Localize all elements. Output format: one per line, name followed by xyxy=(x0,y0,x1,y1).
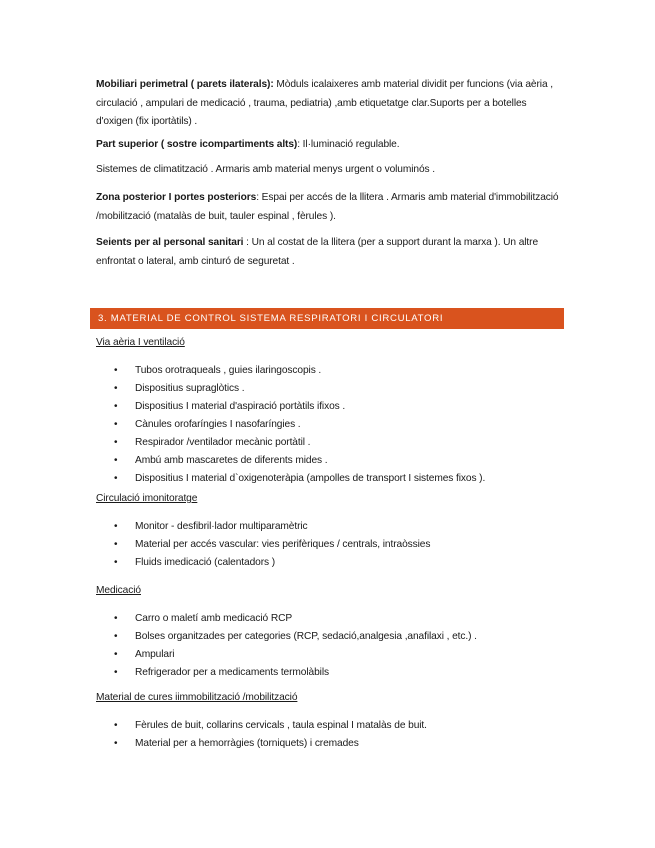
paragraph-bold-lead: Seients per al personal sanitari xyxy=(96,237,244,248)
paragraph-body: : Un al costat de la llitera (per a support durant la marxa ). Un altre enfrontat o lateral, amb cinturó de seguretat . xyxy=(96,237,539,267)
section-banner: 3. MATERIAL DE CONTROL SISTEMA RESPIRATORI I CIRCULATORI xyxy=(90,308,564,329)
bullet-icon: • xyxy=(114,539,118,550)
list-item: • Fèrules de buit, collarins cervicals , taula espinal I matalàs de buit. xyxy=(96,717,566,735)
list-item: • Cànules orofaríngies I nasofaríngies . xyxy=(96,416,566,434)
list-material-cures xyxy=(96,717,566,753)
paragraph-body: : Espai per accés de la llitera . Armaris amb material d'immobilització /mobilització (matalàs de buit, tauler espinal , fèrules ). xyxy=(96,192,559,222)
bullet-icon: • xyxy=(114,401,118,412)
list-item: • Refrigerador per a medicaments termolàbils xyxy=(96,664,566,682)
list-item: • Ampulari xyxy=(96,646,566,664)
subheading-circulacio: Circulació imonitoratge xyxy=(96,493,198,504)
paragraph-part-superior xyxy=(96,136,566,155)
paragraph-zona-posterior xyxy=(96,189,566,226)
bullet-icon: • xyxy=(114,557,118,568)
paragraph-bold-lead: Zona posterior I portes posteriors xyxy=(96,192,257,203)
bullet-icon: • xyxy=(114,613,118,624)
paragraph-body: Sistemes de climatització . Armaris amb material menys urgent o voluminós . xyxy=(96,164,435,175)
paragraph-body: : Il·luminació regulable. xyxy=(297,139,400,150)
paragraph-body: Mòduls icalaixeres amb material dividit per funcions (via aèria , circulació , ampulari de medicació , trauma, pediatria) ,amb etiquetatge clar.Suports per a botelles d'oxigen (fix iportàtils) . xyxy=(96,79,553,127)
list-item: • Material per accés vascular: vies perifèriques / centrals, intraòssies xyxy=(96,536,566,554)
bullet-icon: • xyxy=(114,738,118,749)
list-item: • Dispositius I material d`oxigenoteràpia (ampolles de transport I sistemes fixos ). xyxy=(96,470,566,488)
list-item: • Ambú amb mascaretes de diferents mides . xyxy=(96,452,566,470)
bullet-icon: • xyxy=(114,437,118,448)
bullet-icon: • xyxy=(114,455,118,466)
list-item: • Dispositius I material d'aspiració portàtils ifixos . xyxy=(96,398,566,416)
list-circulacio xyxy=(96,518,566,572)
list-item: • Monitor - desfibril·lador multiparamètric xyxy=(96,518,566,536)
paragraph-bold-lead: Mobiliari perimetral ( parets ilaterals): xyxy=(96,79,274,90)
list-item: • Bolses organitzades per categories (RCP, sedació,analgesia ,anafilaxi , etc.) . xyxy=(96,628,566,646)
paragraph-seients xyxy=(96,234,566,271)
bullet-icon: • xyxy=(114,631,118,642)
subheading-medicacio: Medicació xyxy=(96,585,141,596)
bullet-icon: • xyxy=(114,365,118,376)
list-item: • Respirador /ventilador mecànic portàtil . xyxy=(96,434,566,452)
bullet-icon: • xyxy=(114,649,118,660)
paragraph-bold-lead: Part superior ( sostre icompartiments alts) xyxy=(96,139,298,150)
bullet-icon: • xyxy=(114,521,118,532)
bullet-icon: • xyxy=(114,720,118,731)
list-item: • Tubos orotraqueals , guies ilaringoscopis . xyxy=(96,362,566,380)
list-item: • Carro o maletí amb medicació RCP xyxy=(96,610,566,628)
list-item: • Dispositius supraglòtics . xyxy=(96,380,566,398)
subheading-via-aeria: Via aèria I ventilació xyxy=(96,337,185,348)
subheading-material-cures: Material de cures iimmobilització /mobilització xyxy=(96,692,298,703)
list-item: • Material per a hemorràgies (torniquets) i cremades xyxy=(96,735,566,753)
list-via-aeria xyxy=(96,362,566,488)
bullet-icon: • xyxy=(114,419,118,430)
bullet-icon: • xyxy=(114,473,118,484)
list-medicacio xyxy=(96,610,566,682)
paragraph-climatitzacio xyxy=(96,161,566,180)
list-item: • Fluids imedicació (calentadors ) xyxy=(96,554,566,572)
bullet-icon: • xyxy=(114,383,118,394)
bullet-icon: • xyxy=(114,667,118,678)
paragraph-mobiliari-perimetral xyxy=(96,76,566,132)
